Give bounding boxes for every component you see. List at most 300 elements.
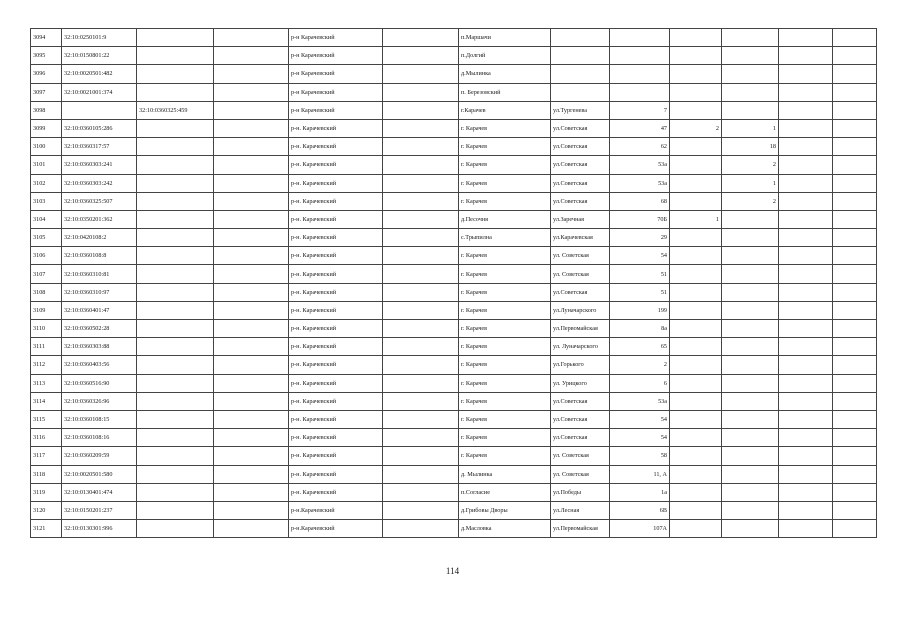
row-number-cell: 3099 (31, 119, 62, 137)
street-cell: ул.Первомайская (551, 320, 610, 338)
empty-cell (779, 29, 833, 47)
empty-cell (214, 356, 289, 374)
table-row (31, 229, 877, 247)
row-number-cell: 3106 (31, 247, 62, 265)
empty-cell (214, 83, 289, 101)
locality-cell: г. Карачев (459, 156, 551, 174)
previous-cadastral-number-cell (137, 138, 214, 156)
row-number-cell: 3103 (31, 192, 62, 210)
empty-cell (833, 229, 877, 247)
street-cell: ул.Первомайская (551, 520, 610, 538)
street-cell: ул. Урицкого (551, 374, 610, 392)
table-row (31, 520, 877, 538)
street-cell: ул.Советская (551, 138, 610, 156)
house-number-cell: 199 (610, 301, 670, 319)
building-number-cell (670, 283, 722, 301)
empty-cell (779, 210, 833, 228)
empty-cell (214, 156, 289, 174)
apartment-number-cell (722, 520, 779, 538)
table-row (31, 101, 877, 119)
locality-cell: г. Карачев (459, 301, 551, 319)
street-cell: ул.Советская (551, 429, 610, 447)
cadastral-number-cell (62, 101, 137, 119)
house-number-cell: 65 (610, 338, 670, 356)
building-number-cell (670, 156, 722, 174)
building-number-cell (670, 47, 722, 65)
district-cell: р-н Карачевский (289, 47, 383, 65)
street-cell: ул. Советская (551, 247, 610, 265)
house-number-cell: 53а (610, 174, 670, 192)
district-cell: р-н. Карачевский (289, 192, 383, 210)
empty-cell (214, 301, 289, 319)
apartment-number-cell (722, 101, 779, 119)
table-row (31, 29, 877, 47)
house-number-cell: 53а (610, 392, 670, 410)
empty-cell (214, 138, 289, 156)
table-row (31, 138, 877, 156)
apartment-number-cell (722, 301, 779, 319)
table-row (31, 210, 877, 228)
cadastral-number-cell: 32:10:0360502:28 (62, 320, 137, 338)
building-number-cell (670, 29, 722, 47)
street-cell: ул.Горького (551, 356, 610, 374)
empty-cell (383, 138, 459, 156)
empty-cell (779, 174, 833, 192)
building-number-cell (670, 356, 722, 374)
district-cell: р-н. Карачевский (289, 265, 383, 283)
locality-cell: г. Карачев (459, 338, 551, 356)
empty-cell (383, 47, 459, 65)
building-number-cell (670, 338, 722, 356)
previous-cadastral-number-cell (137, 119, 214, 137)
apartment-number-cell (722, 501, 779, 519)
row-number-cell: 3118 (31, 465, 62, 483)
locality-cell: г. Карачев (459, 174, 551, 192)
previous-cadastral-number-cell (137, 29, 214, 47)
row-number-cell: 3112 (31, 356, 62, 374)
apartment-number-cell (722, 229, 779, 247)
house-number-cell: 53а (610, 156, 670, 174)
locality-cell: г. Карачев (459, 138, 551, 156)
building-number-cell (670, 465, 722, 483)
empty-cell (833, 501, 877, 519)
district-cell: р-н. Карачевский (289, 320, 383, 338)
table-row (31, 374, 877, 392)
table-row (31, 119, 877, 137)
apartment-number-cell: 18 (722, 138, 779, 156)
table-row (31, 338, 877, 356)
empty-cell (383, 156, 459, 174)
table-row (31, 429, 877, 447)
apartment-number-cell (722, 247, 779, 265)
row-number-cell: 3097 (31, 83, 62, 101)
empty-cell (833, 119, 877, 137)
locality-cell: п. Березовский (459, 83, 551, 101)
street-cell: ул.Советская (551, 119, 610, 137)
empty-cell (383, 465, 459, 483)
building-number-cell (670, 483, 722, 501)
row-number-cell: 3098 (31, 101, 62, 119)
apartment-number-cell (722, 465, 779, 483)
district-cell: р-н. Карачевский (289, 301, 383, 319)
house-number-cell: 58 (610, 447, 670, 465)
empty-cell (779, 356, 833, 374)
locality-cell: г. Карачев (459, 192, 551, 210)
locality-cell: п.Маршачи (459, 29, 551, 47)
empty-cell (383, 101, 459, 119)
empty-cell (779, 192, 833, 210)
row-number-cell: 3101 (31, 156, 62, 174)
empty-cell (779, 338, 833, 356)
district-cell: р-н. Карачевский (289, 374, 383, 392)
empty-cell (214, 47, 289, 65)
building-number-cell: 2 (670, 119, 722, 137)
building-number-cell (670, 410, 722, 428)
row-number-cell: 3104 (31, 210, 62, 228)
property-register-table (30, 28, 877, 538)
row-number-cell: 3110 (31, 320, 62, 338)
house-number-cell: 1а (610, 483, 670, 501)
empty-cell (833, 301, 877, 319)
house-number-cell: 11, А (610, 465, 670, 483)
row-number-cell: 3095 (31, 47, 62, 65)
house-number-cell: 68 (610, 192, 670, 210)
cadastral-number-cell: 32:10:0420108:2 (62, 229, 137, 247)
empty-cell (779, 229, 833, 247)
street-cell: ул.Победы (551, 483, 610, 501)
empty-cell (833, 520, 877, 538)
table-row (31, 356, 877, 374)
empty-cell (779, 247, 833, 265)
empty-cell (383, 229, 459, 247)
locality-cell: г. Карачев (459, 356, 551, 374)
empty-cell (214, 429, 289, 447)
apartment-number-cell (722, 283, 779, 301)
empty-cell (833, 447, 877, 465)
empty-cell (383, 338, 459, 356)
house-number-cell (610, 29, 670, 47)
empty-cell (214, 320, 289, 338)
table-row (31, 265, 877, 283)
empty-cell (833, 410, 877, 428)
cadastral-number-cell: 32:10:0360108:16 (62, 429, 137, 447)
empty-cell (833, 156, 877, 174)
empty-cell (833, 83, 877, 101)
locality-cell: г. Карачев (459, 410, 551, 428)
empty-cell (833, 392, 877, 410)
district-cell: р-н. Карачевский (289, 410, 383, 428)
empty-cell (833, 247, 877, 265)
cadastral-number-cell: 32:10:0360317:57 (62, 138, 137, 156)
previous-cadastral-number-cell (137, 265, 214, 283)
district-cell: р-н. Карачевский (289, 156, 383, 174)
cadastral-number-cell: 32:10:0360303:88 (62, 338, 137, 356)
apartment-number-cell (722, 429, 779, 447)
empty-cell (214, 174, 289, 192)
street-cell (551, 29, 610, 47)
empty-cell (833, 483, 877, 501)
street-cell: ул.Заречная (551, 210, 610, 228)
district-cell: р-н. Карачевский (289, 210, 383, 228)
building-number-cell (670, 192, 722, 210)
locality-cell: г. Карачев (459, 447, 551, 465)
district-cell: р-н. Карачевский (289, 429, 383, 447)
empty-cell (214, 501, 289, 519)
empty-cell (214, 465, 289, 483)
empty-cell (383, 265, 459, 283)
locality-cell: с.Трыпилна (459, 229, 551, 247)
empty-cell (833, 320, 877, 338)
cadastral-number-cell: 32:10:0150801:22 (62, 47, 137, 65)
previous-cadastral-number-cell (137, 392, 214, 410)
street-cell: ул.Советская (551, 156, 610, 174)
cadastral-number-cell: 32:10:0360326:96 (62, 392, 137, 410)
row-number-cell: 3108 (31, 283, 62, 301)
row-number-cell: 3113 (31, 374, 62, 392)
empty-cell (383, 192, 459, 210)
cadastral-number-cell: 32:10:0360516:90 (62, 374, 137, 392)
empty-cell (383, 174, 459, 192)
house-number-cell: 47 (610, 119, 670, 137)
apartment-number-cell: 1 (722, 174, 779, 192)
empty-cell (383, 501, 459, 519)
house-number-cell: 6В (610, 501, 670, 519)
empty-cell (383, 283, 459, 301)
empty-cell (214, 210, 289, 228)
street-cell: ул.Советская (551, 392, 610, 410)
row-number-cell: 3107 (31, 265, 62, 283)
district-cell: р-н Карачевский (289, 29, 383, 47)
empty-cell (214, 392, 289, 410)
street-cell: ул.Советская (551, 174, 610, 192)
empty-cell (779, 392, 833, 410)
empty-cell (833, 138, 877, 156)
empty-cell (779, 265, 833, 283)
empty-cell (833, 429, 877, 447)
district-cell: р-н. Карачевский (289, 338, 383, 356)
cadastral-number-cell: 32:10:0360325:507 (62, 192, 137, 210)
empty-cell (214, 229, 289, 247)
building-number-cell (670, 501, 722, 519)
empty-cell (779, 520, 833, 538)
table-row (31, 483, 877, 501)
previous-cadastral-number-cell (137, 47, 214, 65)
empty-cell (383, 83, 459, 101)
previous-cadastral-number-cell (137, 229, 214, 247)
house-number-cell: 51 (610, 265, 670, 283)
apartment-number-cell (722, 374, 779, 392)
building-number-cell (670, 229, 722, 247)
row-number-cell: 3119 (31, 483, 62, 501)
empty-cell (383, 29, 459, 47)
empty-cell (383, 320, 459, 338)
table-row (31, 392, 877, 410)
previous-cadastral-number-cell: 32:10:0360325:459 (137, 101, 214, 119)
previous-cadastral-number-cell (137, 156, 214, 174)
previous-cadastral-number-cell (137, 283, 214, 301)
empty-cell (214, 283, 289, 301)
apartment-number-cell: 2 (722, 192, 779, 210)
apartment-number-cell (722, 265, 779, 283)
empty-cell (779, 156, 833, 174)
street-cell (551, 47, 610, 65)
empty-cell (383, 356, 459, 374)
empty-cell (833, 338, 877, 356)
district-cell: р-н. Карачевский (289, 465, 383, 483)
building-number-cell (670, 247, 722, 265)
apartment-number-cell (722, 210, 779, 228)
building-number-cell (670, 138, 722, 156)
empty-cell (214, 101, 289, 119)
cadastral-number-cell: 32:10:0360303:241 (62, 156, 137, 174)
empty-cell (214, 520, 289, 538)
building-number-cell (670, 301, 722, 319)
street-cell: ул. Советская (551, 447, 610, 465)
empty-cell (779, 119, 833, 137)
street-cell: ул.Карачевская (551, 229, 610, 247)
empty-cell (779, 465, 833, 483)
apartment-number-cell (722, 83, 779, 101)
district-cell: р-н. Карачевский (289, 392, 383, 410)
street-cell: ул.Советская (551, 410, 610, 428)
row-number-cell: 3102 (31, 174, 62, 192)
locality-cell: д.Мылинка (459, 65, 551, 83)
district-cell: р-н Карачевский (289, 83, 383, 101)
table-row (31, 320, 877, 338)
previous-cadastral-number-cell (137, 501, 214, 519)
table-row (31, 447, 877, 465)
building-number-cell (670, 447, 722, 465)
building-number-cell (670, 83, 722, 101)
table-row (31, 410, 877, 428)
empty-cell (214, 447, 289, 465)
empty-cell (779, 320, 833, 338)
previous-cadastral-number-cell (137, 483, 214, 501)
empty-cell (383, 520, 459, 538)
apartment-number-cell (722, 47, 779, 65)
locality-cell: п.Согласие (459, 483, 551, 501)
street-cell: ул.Тургенева (551, 101, 610, 119)
previous-cadastral-number-cell (137, 520, 214, 538)
empty-cell (833, 356, 877, 374)
street-cell: ул. Советская (551, 465, 610, 483)
cadastral-number-cell: 32:10:0130301:996 (62, 520, 137, 538)
locality-cell: г. Карачев (459, 320, 551, 338)
previous-cadastral-number-cell (137, 374, 214, 392)
locality-cell: г. Карачев (459, 119, 551, 137)
table-row (31, 301, 877, 319)
empty-cell (833, 29, 877, 47)
district-cell: р-н Карачевский (289, 65, 383, 83)
cadastral-number-cell: 32:10:0020501:482 (62, 65, 137, 83)
district-cell: р-н.Карачевский (289, 501, 383, 519)
building-number-cell (670, 520, 722, 538)
apartment-number-cell (722, 65, 779, 83)
cadastral-number-cell: 32:10:0360108:15 (62, 410, 137, 428)
empty-cell (833, 65, 877, 83)
empty-cell (383, 483, 459, 501)
cadastral-number-cell: 32:10:0360105:286 (62, 119, 137, 137)
empty-cell (214, 65, 289, 83)
cadastral-number-cell: 32:10:0360310:97 (62, 283, 137, 301)
locality-cell: г. Карачев (459, 283, 551, 301)
district-cell: р-н. Карачевский (289, 138, 383, 156)
empty-cell (383, 429, 459, 447)
row-number-cell: 3117 (31, 447, 62, 465)
cadastral-number-cell: 32:10:0360401:47 (62, 301, 137, 319)
empty-cell (214, 192, 289, 210)
house-number-cell: 6 (610, 374, 670, 392)
table-row (31, 156, 877, 174)
cadastral-number-cell: 32:10:0250101:9 (62, 29, 137, 47)
cadastral-number-cell: 32:10:0360209:59 (62, 447, 137, 465)
previous-cadastral-number-cell (137, 83, 214, 101)
district-cell: р-н. Карачевский (289, 119, 383, 137)
previous-cadastral-number-cell (137, 447, 214, 465)
row-number-cell: 3094 (31, 29, 62, 47)
district-cell: р-н. Карачевский (289, 247, 383, 265)
empty-cell (779, 101, 833, 119)
table-row (31, 192, 877, 210)
building-number-cell (670, 374, 722, 392)
house-number-cell: 2 (610, 356, 670, 374)
street-cell: ул.Советская (551, 192, 610, 210)
row-number-cell: 3100 (31, 138, 62, 156)
row-number-cell: 3105 (31, 229, 62, 247)
district-cell: р-н Карачевский (289, 101, 383, 119)
cadastral-number-cell: 32:10:0020501:580 (62, 465, 137, 483)
empty-cell (383, 65, 459, 83)
empty-cell (383, 410, 459, 428)
empty-cell (833, 174, 877, 192)
apartment-number-cell: 2 (722, 156, 779, 174)
building-number-cell (670, 174, 722, 192)
empty-cell (214, 410, 289, 428)
empty-cell (214, 265, 289, 283)
empty-cell (833, 192, 877, 210)
cadastral-number-cell: 32:10:0360310:81 (62, 265, 137, 283)
house-number-cell: 62 (610, 138, 670, 156)
district-cell: р-н. Карачевский (289, 229, 383, 247)
previous-cadastral-number-cell (137, 410, 214, 428)
row-number-cell: 3121 (31, 520, 62, 538)
row-number-cell: 3114 (31, 392, 62, 410)
table-row (31, 47, 877, 65)
empty-cell (833, 265, 877, 283)
apartment-number-cell: 1 (722, 119, 779, 137)
locality-cell: д.Песочня (459, 210, 551, 228)
street-cell: ул.Советская (551, 283, 610, 301)
locality-cell: г. Карачев (459, 265, 551, 283)
street-cell: ул.Луначарского (551, 301, 610, 319)
house-number-cell: 70Б (610, 210, 670, 228)
empty-cell (779, 138, 833, 156)
locality-cell: д. Мылинка (459, 465, 551, 483)
previous-cadastral-number-cell (137, 338, 214, 356)
locality-cell: г.Карачев (459, 101, 551, 119)
row-number-cell: 3109 (31, 301, 62, 319)
empty-cell (779, 47, 833, 65)
building-number-cell (670, 392, 722, 410)
house-number-cell: 8а (610, 320, 670, 338)
street-cell: ул.Лесная (551, 501, 610, 519)
district-cell: р-н. Карачевский (289, 356, 383, 374)
locality-cell: г. Карачев (459, 247, 551, 265)
empty-cell (833, 101, 877, 119)
building-number-cell (670, 320, 722, 338)
previous-cadastral-number-cell (137, 65, 214, 83)
empty-cell (779, 283, 833, 301)
